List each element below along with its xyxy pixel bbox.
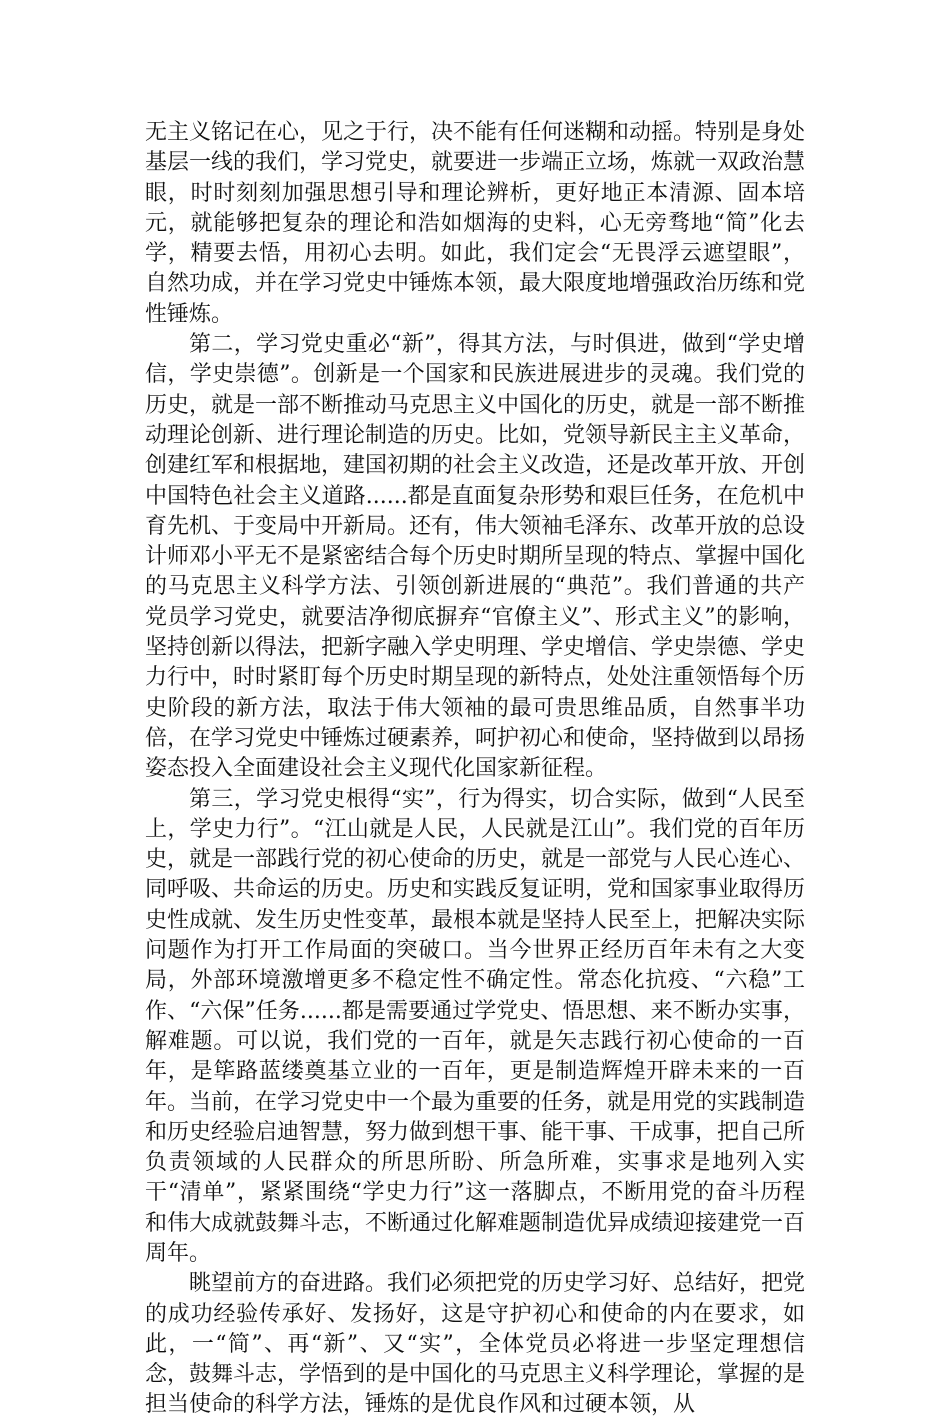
paragraph-third: 第三，学习党史根得“实”，行为得实，切合实际，做到“人民至上，学史力行”。“江山就是人民，人民就是江山”。我们党的百年历史，就是一部践行党的初心使命的历史，就是一部党与人民心连心、同呼吸、共命运的历史。历史和实践反复证明，党和国家事业取得历史性成就、发生历史性变革，最根本就是坚持人民至上，把解决实际问题作为打开工作局面的突破口。当今世界正经历百年未有之大变局，外部环境激增更多不稳定性不确定性。常态化抗疫、“六稳”工作、“六保”任务......都是需要通过学党史、悟思想、来不断办实事，解难题。可以说，我们党的一百年，就是矢志践行初心使命的一百年，是筚路蓝缕奠基立业的一百年，更是制造辉煌开辟未来的一百年。当前，在学习党史中一个最为重要的任务，就是用党的实践制造和历史经验启迪智慧，努力做到想干事、能干事、干成事，把自己所负责领域的人民群众的所思所盼、所急所难，实事求是地列入实干“清单”，紧紧围绕“学史力行”这一落脚点，不断用党的奋斗历程和伟大成就鼓舞斗志，不断通过化解难题制造优异成绩迎接建党一百周年。 bbox=[145, 786, 806, 1266]
paragraph-continued: 无主义铭记在心，见之于行，决不能有任何迷糊和动摇。特别是身处基层一线的我们，学习党史，就要进一步端正立场，炼就一双政治慧眼，时时刻刻加强思想引导和理论辨析，更好地正本清源、固本培元，就能够把复杂的理论和浩如烟海的史料，心无旁骛地“简”化去学，精要去悟，用初心去明。如此，我们定会“无畏浮云遮望眼”，自然功成，并在学习党史中锤炼本领，最大限度地增强政治历练和党性锤炼。 bbox=[145, 120, 806, 327]
document-page bbox=[145, 118, 805, 1421]
paragraph-outlook: 眺望前方的奋进路。我们必须把党的历史学习好、总结好，把党的成功经验传承好、发扬好，这是守护初心和使命的内在要求，如此，一“简”、再“新”、又“实”，全体党员必将进一步坚定理想信念，鼓舞斗志，学悟到的是中国化的马克思主义科学理论，掌握的是担当使命的科学方法，锤炼的是优良作风和过硬本领，从 bbox=[145, 1271, 806, 1418]
paragraph-second: 第二，学习党史重必“新”，得其方法，与时俱进，做到“学史增信，学史崇德”。创新是一个国家和民族进展进步的灵魂。我们党的历史，就是一部不断推动马克思主义中国化的历史，就是一部不断推动理论创新、进行理论制造的历史。比如，党领导新民主主义革命，创建红军和根据地，建国初期的社会主义改造，还是改革开放、开创中国特色社会主义道路......都是直面复杂形势和艰巨任务，在危机中育先机、于变局中开新局。还有，伟大领袖毛泽东、改革开放的总设计师邓小平无不是紧密结合每个历史时期所呈现的特点、掌握中国化的马克思主义科学方法、引领创新进展的“典范”。我们普通的共产党员学习党史，就要洁净彻底摒弃“官僚主义”、形式主义”的影响，坚持创新以得法，把新字融入学史明理、学史增信、学史崇德、学史力行中，时时紧盯每个历史时期呈现的新特点，处处注重领悟每个历史阶段的新方法，取法于伟大领袖的最可贵思维品质，自然事半功倍，在学习党史中锤炼过硬素养，呵护初心和使命，坚持做到以昂扬姿态投入全面建设社会主义现代化国家新征程。 bbox=[145, 332, 806, 782]
